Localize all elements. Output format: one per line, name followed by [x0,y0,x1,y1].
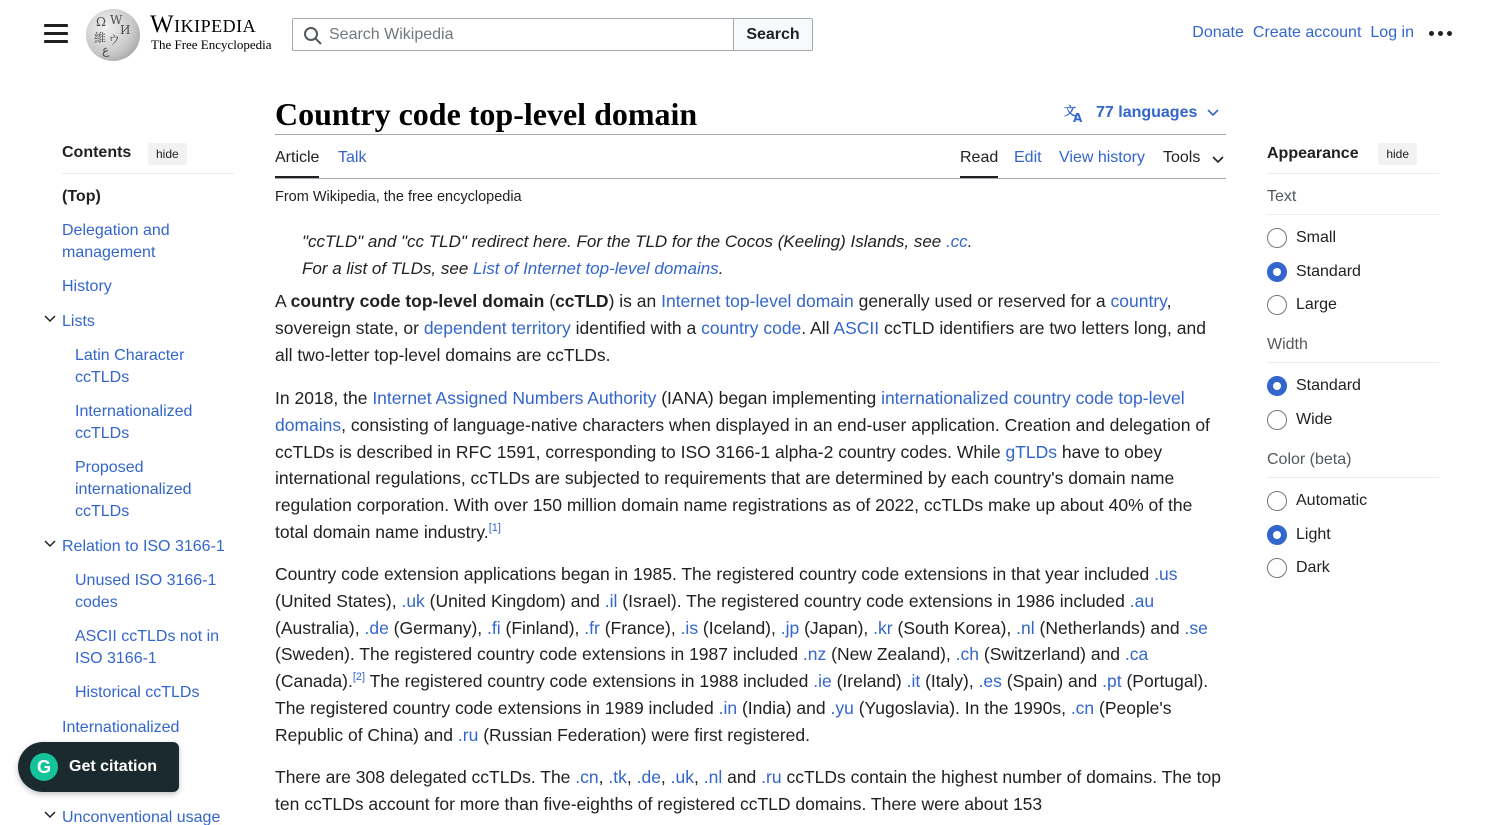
article-link[interactable]: .nl [1016,617,1035,638]
paragraph-text: (Yugoslavia). In the 1990s, [853,697,1071,718]
create-account-link[interactable]: Create account [1252,24,1362,41]
paragraph-text: (Switzerland) and [979,644,1125,665]
radio-dot-icon[interactable] [1267,491,1287,511]
wikipedia-globe-logo[interactable]: Ω W И 維 ウ ع [86,9,140,61]
tab-tools[interactable]: Tools [1163,149,1201,166]
paragraph-text: (Japan), [799,617,874,638]
article-link[interactable]: .in [718,697,738,718]
paragraph-text: (Australia), [275,617,365,638]
appearance-divider [1267,173,1439,174]
paragraph-text: generally used or reserved for a [853,291,1111,311]
radio-large[interactable] [1267,295,1337,315]
title-divider [275,134,1226,135]
toc-title: Contents [62,144,132,161]
more-options-icon[interactable] [1429,31,1452,36]
search-icon [303,26,323,46]
list-of-tlds-link[interactable]: List of Internet top-level domains [473,259,719,278]
toc-item-top[interactable]: (Top) [62,188,101,205]
article-link[interactable]: .nl [703,767,723,787]
paragraph-text: have to obey international regulations, ccTLDs are subjected to requirements that are determined by each country's domain name regulation corporation. With over 150 million domain name registrations as of 2022, ccTLDs make up about 40% of the total domain name industry. [275,441,1193,542]
text-size-heading: Text [1267,188,1297,205]
radio-dark[interactable] [1267,558,1330,578]
toc-item-label: Delegation and [62,222,170,239]
article-link[interactable]: .se [1184,617,1208,638]
paragraph-text: Country code extension applications began in 1985. The registered country code extensions in that year included [275,564,1155,584]
paragraph-text: (South Korea), [892,617,1017,638]
toc-item-label: Relation to ISO 3166-1 [62,538,225,555]
site-header [0,0,1500,70]
radio-small[interactable] [1267,228,1336,248]
article-link[interactable]: internationalized country code top-level domains [275,388,1185,435]
tab-article[interactable]: Article [275,149,320,166]
radio-label: Small [1296,229,1337,246]
article-link[interactable]: Internet Assigned Numbers Authority [372,388,657,408]
paragraph-text: (United Kingdom) and [424,590,605,611]
paragraph-iana [275,385,1226,546]
paragraph-text: A [275,291,291,311]
toc-item-internationalized-ccTLDs[interactable] [75,401,192,445]
article-link[interactable]: .il [604,590,618,611]
article-link[interactable]: dependent territory [423,317,571,338]
article-link[interactable]: .jp [780,617,800,638]
toc-item-label: ccTLDs [75,503,130,520]
paragraph-text: and [722,767,762,787]
chevron-down-icon [1207,107,1219,119]
radio-dot-icon[interactable] [1267,525,1287,545]
tab-edit[interactable]: Edit [1014,149,1042,166]
hatnote-text: . [967,232,973,251]
article-link[interactable]: .ru [761,767,782,787]
article-link[interactable]: .ca [1124,644,1149,665]
citation-ref-link[interactable]: [2] [352,671,366,684]
tab-view-history[interactable]: View history [1059,149,1145,166]
toc-item-label: management [62,244,156,261]
paragraph-text: (IANA) began implementing [656,388,882,408]
toc-item-label: ASCII ccTLDs not in [75,628,220,645]
language-button[interactable] [1064,103,1219,123]
article-link[interactable]: .ru [457,724,479,745]
translate-icon [1064,103,1086,123]
paragraph-text: (Italy), [920,671,979,692]
article-link[interactable]: .de [364,617,389,638]
appearance-header [1267,140,1439,168]
paragraph-text: (Spain) and [1001,671,1103,692]
article-link[interactable]: country code [701,317,802,338]
radio-dot-icon[interactable] [1267,228,1287,248]
toc-item-label: ccTLDs [75,425,130,442]
paragraph-text: (Canada). [275,671,353,692]
article-link[interactable]: .cn [575,767,599,787]
article-link[interactable]: .de [636,767,661,787]
article-link[interactable]: .uk [670,767,695,787]
paragraph-text: (Sweden). The registered country code extensions in 1987 included [275,644,803,665]
paragraph-text: identified with a [570,317,702,338]
article-link[interactable]: .yu [830,697,854,718]
article-link[interactable]: .pt [1102,671,1122,692]
paragraph-text: (Israel). The registered country code extensions in 1986 included [617,590,1130,611]
paragraph-text: ccTLDs contain the highest number of domains. The top ten ccTLDs account for more than five-eighths of registered ccTLD domains. There were about 153 [275,767,1221,814]
article-link[interactable]: ASCII [833,317,880,338]
toc-item-internationalized[interactable]: Internationalized [62,719,180,736]
toc-item-proposed-ccTLDs[interactable] [75,457,192,523]
article-link[interactable]: .fr [584,617,600,638]
paragraph-text: (India) and [737,697,831,718]
paragraph-text: The registered country code extensions in 1988 included [365,671,814,692]
toc-item-ascii-not-in-iso[interactable] [75,626,219,670]
toc-item-lists[interactable] [62,311,95,333]
grammarly-logo-icon: G [30,753,58,781]
toc-item-label: ISO 3166-1 [75,650,157,667]
paragraph-text: . All [801,317,834,338]
radio-dot-icon[interactable] [1267,262,1287,282]
page-title: Country code top-level domain [275,96,698,132]
width-heading: Width [1267,336,1308,353]
radio-label: Standard [1296,377,1361,394]
toc-item-label: Internationalized [75,403,193,420]
article-link[interactable]: .nz [802,644,827,665]
cc-link[interactable]: .cc [945,232,968,251]
chevron-down-icon[interactable] [44,538,56,550]
tab-talk[interactable]: Talk [338,149,367,166]
paragraph-text: (People's Republic of China) and [275,697,1172,745]
toc-item-label: internationalized [75,481,192,498]
article-link[interactable]: .ie [813,671,832,692]
article-link[interactable]: .ch [955,644,979,665]
paragraph-text: (Portugal). The registered country code extensions in 1989 included [275,671,1209,718]
toc-item-label: Proposed [75,459,144,476]
chevron-down-icon[interactable] [44,313,56,325]
tab-read[interactable]: Read [960,149,999,166]
toc-item-history[interactable]: History [62,278,112,295]
search-button[interactable]: Search [733,18,813,51]
main-menu-icon[interactable] [44,24,68,44]
paragraph-text: There are 308 delegated ccTLDs. The [275,767,576,787]
paragraph-text: , sovereign state, or [275,291,1172,338]
article-link[interactable]: Internet top-level domain [661,291,854,311]
radio-label: Dark [1296,559,1330,576]
paragraph-counts [275,764,1226,818]
toc-item-unconventional[interactable] [62,807,220,825]
svg-text:A: A [1073,111,1083,123]
radio-dot-icon[interactable] [1267,295,1287,315]
radio-label: Automatic [1296,492,1368,509]
paragraph-text: (France), [599,617,681,638]
toc-item-label: ccTLDs [75,369,130,386]
paragraph-text: (Netherlands) and [1034,617,1185,638]
search-box [292,18,734,51]
paragraph-history [275,561,1226,749]
article-link[interactable]: .tk [608,767,627,787]
bold-term: country code top-level domain [290,291,545,311]
radio-dot-icon[interactable] [1267,410,1287,430]
toc-item-relation-iso[interactable] [62,536,225,558]
toc-item-label: codes [75,594,118,611]
paragraph-text: (New Zealand), [826,644,956,665]
section-divider [1267,477,1439,478]
paragraph-text: (Iceland), [698,617,781,638]
chevron-down-icon[interactable] [1212,154,1224,166]
radio-light[interactable] [1267,525,1331,545]
toc-item-label: Lists [62,313,95,330]
paragraph-text: , [660,767,671,787]
radio-wide[interactable] [1267,410,1332,430]
appearance-panel [1267,140,1439,576]
paragraph-text: ( [544,291,556,311]
svg-text:文: 文 [1064,104,1077,118]
hatnote-text: For a list of TLDs, see [302,259,473,278]
language-count: 77 languages [1096,104,1198,121]
radio-standard[interactable] [1267,376,1361,396]
toc-item-label: Unconventional usage [62,809,221,825]
radio-label: Large [1296,296,1337,313]
section-divider [1267,362,1439,363]
chevron-down-icon[interactable] [44,809,56,821]
wikipedia-tagline: The Free Encyclopedia [151,37,272,52]
article-link[interactable]: .is [680,617,699,638]
hatnote-text: . [718,259,724,278]
toc-item-historical[interactable]: Historical ccTLDs [75,684,200,701]
toc-item-latin-ccTLDs[interactable] [75,345,184,389]
tabs-divider [275,178,1226,179]
paragraph-intro [275,288,1226,368]
toc-item-unused-iso[interactable] [75,570,216,614]
hatnote-text: "ccTLD" and "cc TLD" redirect here. For the TLD for the Cocos (Keeling) Islands, see [302,232,946,251]
article-link[interactable]: .it [906,671,921,692]
user-links [1192,24,1414,42]
radio-dot-icon[interactable] [1267,558,1287,578]
toc-item-label: Latin Character [75,347,185,364]
paragraph-text: , [598,767,609,787]
article-link[interactable]: country [1110,291,1167,311]
toc-item-delegation[interactable] [62,220,170,264]
search-input[interactable] [329,19,729,50]
paragraph-text: , [694,767,704,787]
radio-label: Wide [1296,410,1333,428]
site-subtitle: From Wikipedia, the free encyclopedia [275,189,522,205]
toc-divider [62,173,234,174]
paragraph-text: (Russian Federation) were first registered. [478,724,810,745]
paragraph-text: , [626,767,637,787]
paragraph-text: In 2018, the [275,388,373,408]
appearance-title: Appearance [1267,145,1359,162]
paragraph-text: ) is an [608,291,662,311]
paragraph-text: (Ireland) [831,671,907,692]
radio-standard[interactable] [1267,262,1361,282]
wikipedia-wordmark[interactable]: Wikipedia [150,11,257,38]
paragraph-text: (Germany), [388,617,488,638]
radio-label: Light [1296,525,1331,543]
radio-automatic[interactable] [1267,491,1367,511]
article-link[interactable]: .es [978,671,1002,692]
section-divider [1267,214,1439,215]
radio-label: Standard [1296,262,1361,280]
bold-term: ccTLD [555,291,609,311]
paragraph-text: ccTLD identifiers are two letters long, and all two-letter top-level domains are ccTLDs. [275,317,1206,365]
log-in-link[interactable]: Log in [1370,24,1414,41]
article-link[interactable]: .au [1129,590,1155,611]
article-link[interactable]: .kr [873,617,893,638]
radio-dot-icon[interactable] [1267,376,1287,396]
citation-ref-link[interactable]: [1] [488,522,501,535]
get-citation-label: Get citation [69,758,158,775]
article-link[interactable]: .uk [401,590,425,611]
color-heading: Color (beta) [1267,451,1352,468]
get-citation-button[interactable] [18,742,179,792]
appearance-hide-button[interactable]: hide [1378,143,1417,165]
toc-hide-button[interactable]: hide [148,143,187,165]
paragraph-text: (Finland), [500,617,585,638]
article-link[interactable]: .fi [487,617,501,638]
article-link[interactable]: gTLDs [1005,441,1058,462]
toc-item-label: Unused ISO 3166-1 [75,572,217,589]
donate-link[interactable]: Donate [1192,24,1244,41]
paragraph-text: (United States), [275,590,402,611]
paragraph-text: , consisting of language-native characters when displayed in an end-user application. Creation and delegation of ccTLDs is described in RFC 1591, corresponding to ISO 3166-1 alpha-2 country codes. While [275,414,1210,462]
article-link[interactable]: .us [1154,564,1178,584]
hatnote [302,228,1202,282]
article-link[interactable]: .cn [1070,697,1095,718]
